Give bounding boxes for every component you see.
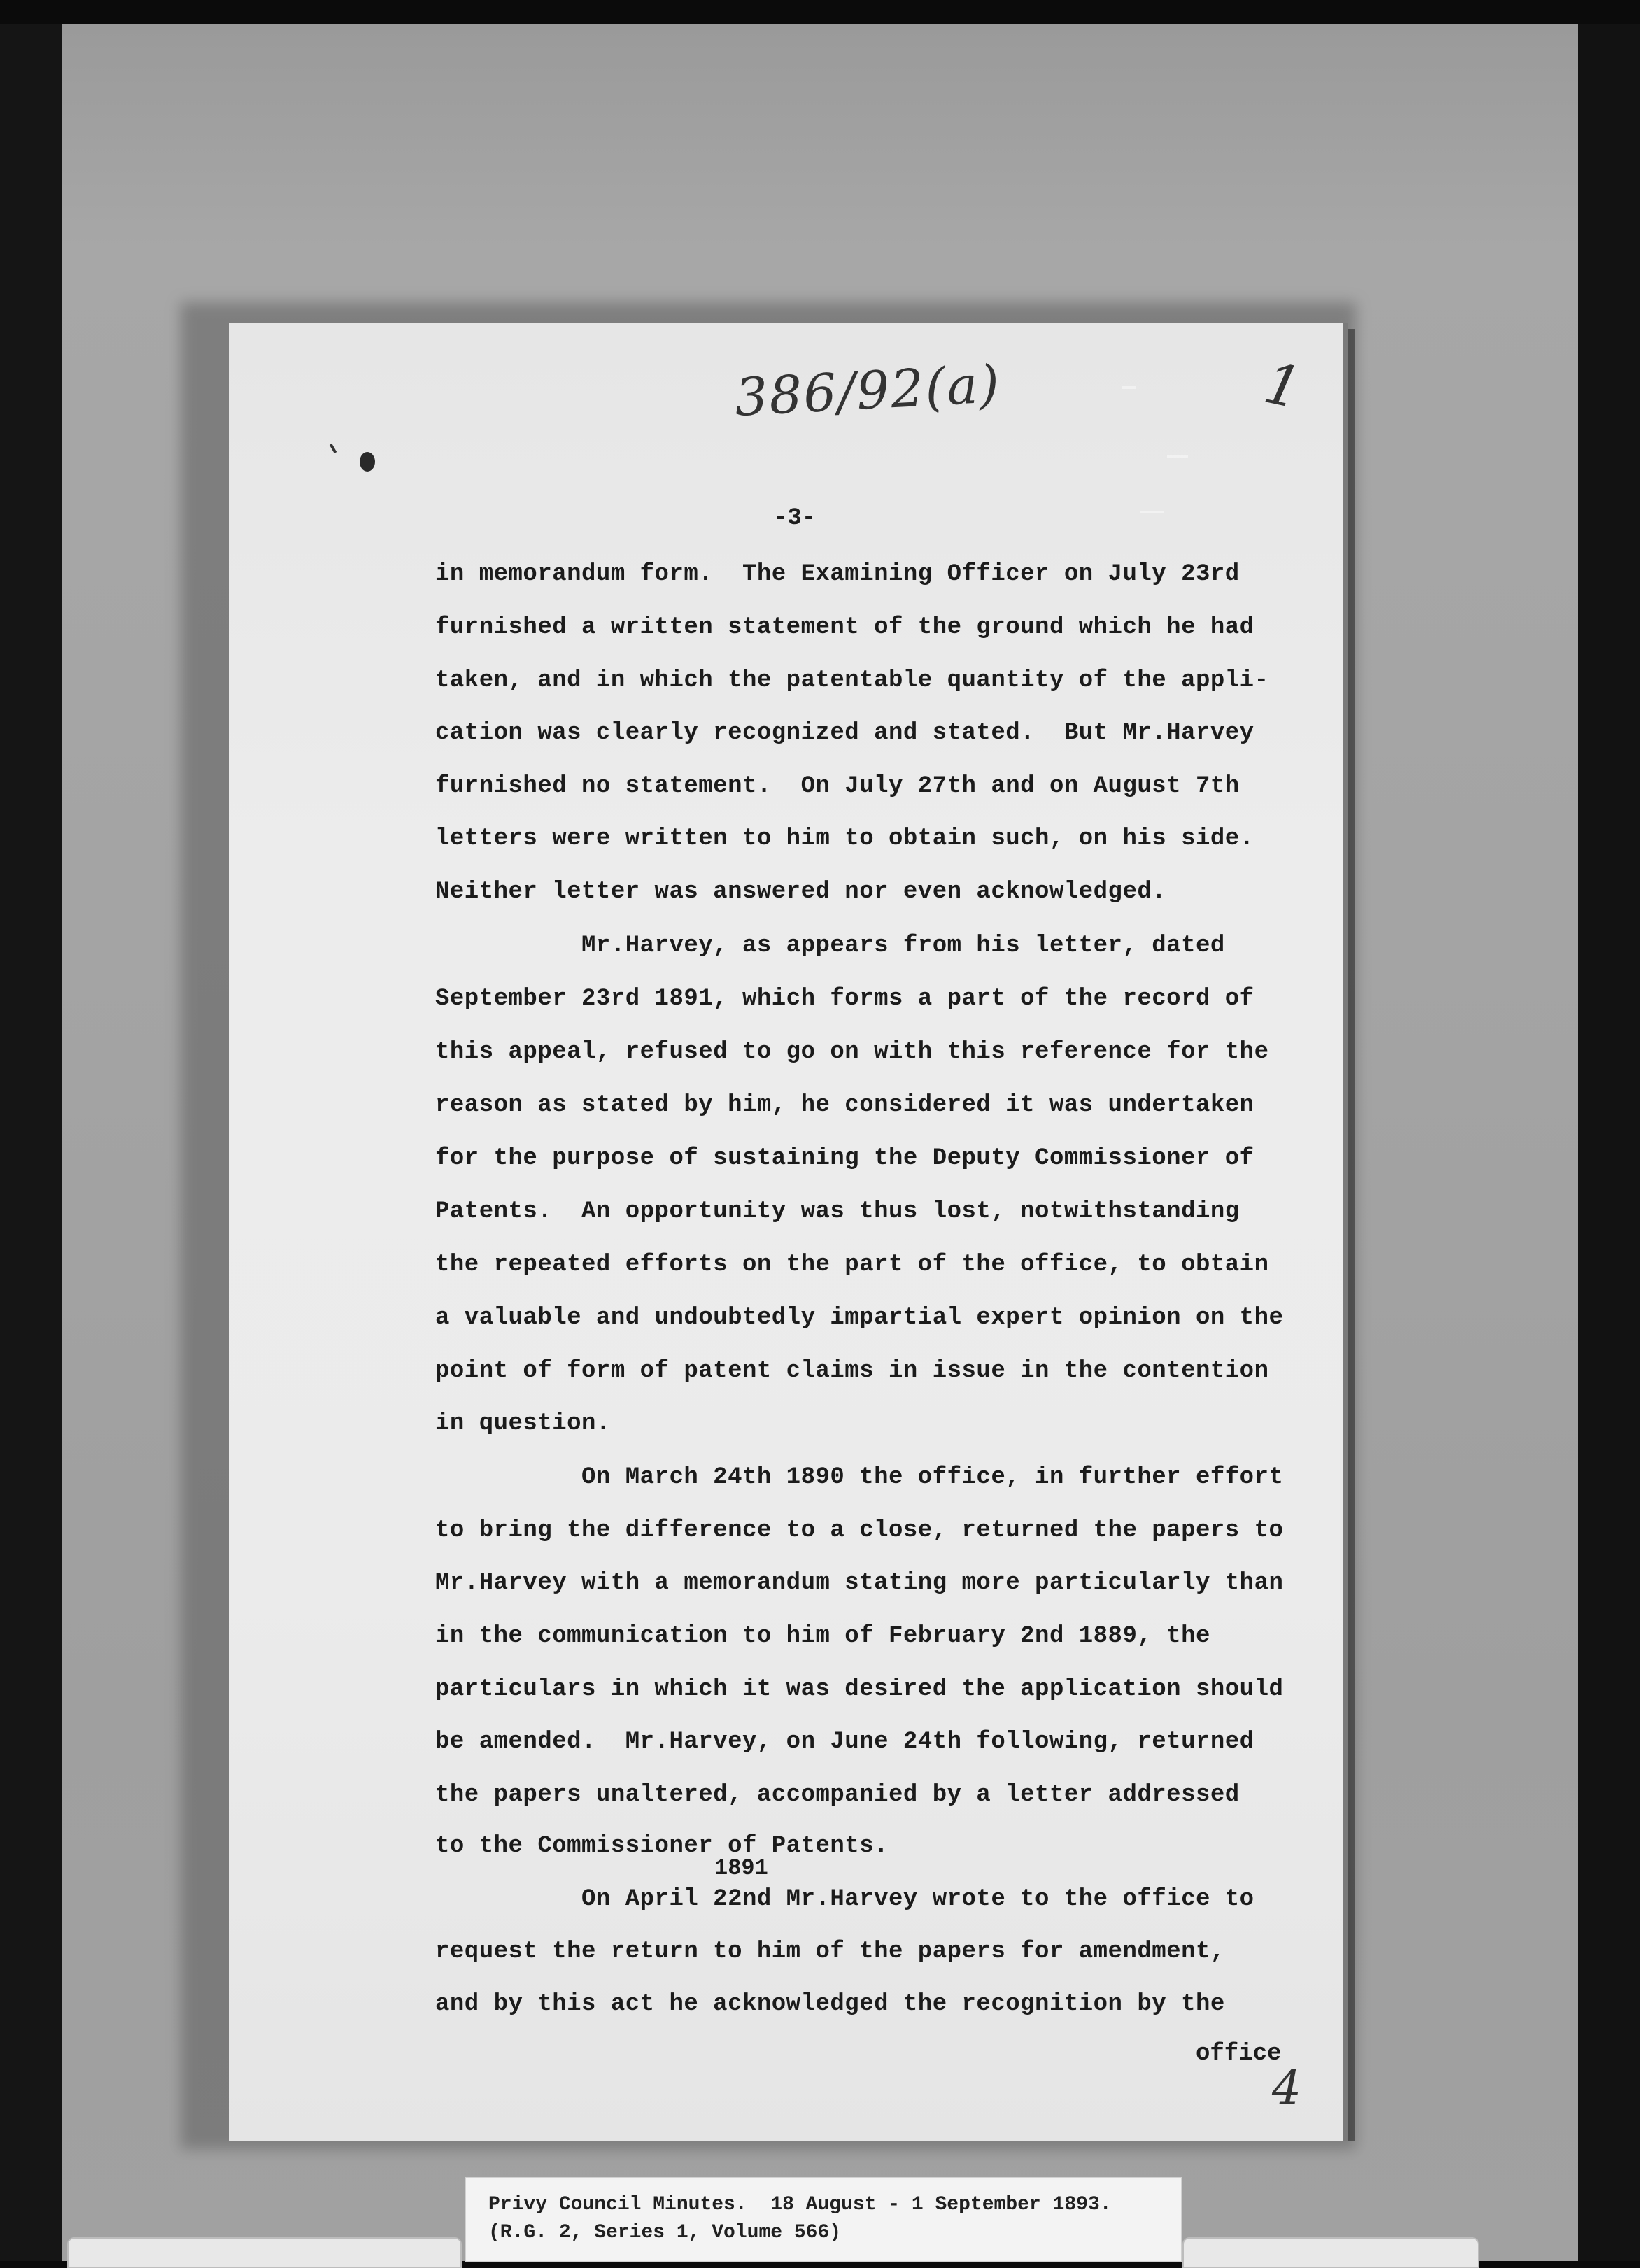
text-line: cation was clearly recognized and stated. But Mr.Harvey [435, 720, 1254, 746]
text-line: the repeated efforts on the part of the office, to obtain [435, 1252, 1269, 1278]
caption-title: Privy Council Minutes. 18 August - 1 September 1893. [488, 2194, 1112, 2216]
handwritten-folio-top: 1 [1258, 350, 1308, 422]
text-line: the papers unaltered, accompanied by a letter addressed [435, 1782, 1240, 1808]
text-line: request the return to him of the papers for amendment, [435, 1939, 1225, 1965]
text-line: reason as stated by him, he considered it was undertaken [435, 1092, 1254, 1119]
text-line: taken, and in which the patentable quantity of the appli- [435, 667, 1269, 694]
text-line: furnished a written statement of the ground which he had [435, 614, 1254, 641]
text-line: this appeal, refused to go on with this reference for the [435, 1039, 1269, 1065]
text-line: letters were written to him to obtain such, on his side. [435, 825, 1254, 852]
text-line: September 23rd 1891, which forms a part of the record of [435, 986, 1254, 1012]
text-line: Patents. An opportunity was thus lost, notwithstanding [435, 1198, 1240, 1225]
margin-mark [1122, 386, 1136, 389]
inserted-year-note: 1891 [714, 1855, 768, 1881]
page-number: -3- [773, 505, 817, 532]
text-line: for the purpose of sustaining the Deputy Commissioner of [435, 1145, 1254, 1172]
text-line: On March 24th 1890 the office, in further effort [435, 1464, 1284, 1491]
film-border-right [1578, 24, 1640, 2261]
ink-blot [360, 452, 375, 472]
text-line: be amended. Mr.Harvey, on June 24th following, returned [435, 1729, 1254, 1755]
film-border-left [0, 24, 62, 2261]
text-line: and by this act he acknowledged the recognition by the [435, 1991, 1225, 2018]
handwritten-reference-number: 386/92(a) [733, 354, 1003, 428]
text-line: in the communication to him of February 2nd 1889, the [435, 1623, 1210, 1650]
text-line: Mr.Harvey, as appears from his letter, dated [435, 933, 1225, 959]
film-strip-tab-left [67, 2237, 462, 2268]
margin-mark [1140, 511, 1164, 513]
archive-caption-label [466, 2178, 1181, 2261]
text-line: in memorandum form. The Examining Officer on July 23rd [435, 561, 1240, 588]
text-line: furnished no statement. On July 27th and on August 7th [435, 773, 1240, 800]
text-line: On April 22nd Mr.Harvey wrote to the office to [435, 1886, 1254, 1913]
handwritten-folio-bottom: 4 [1272, 2061, 1301, 2115]
text-line: to bring the difference to a close, returned the papers to [435, 1517, 1284, 1544]
text-line: particulars in which it was desired the application should [435, 1676, 1284, 1703]
text-line: to the Commissioner of Patents. [435, 1833, 889, 1859]
caption-reference: (R.G. 2, Series 1, Volume 566) [488, 2222, 842, 2244]
text-line: a valuable and undoubtedly impartial expert opinion on the [435, 1305, 1284, 1331]
page-edge [1348, 329, 1355, 2141]
margin-mark [1167, 455, 1188, 458]
film-strip-tab-right [1182, 2237, 1479, 2268]
text-line: in question. [435, 1410, 611, 1437]
text-line: Neither letter was answered nor even acknowledged. [435, 879, 1167, 905]
document-page [229, 323, 1348, 2141]
text-line: Mr.Harvey with a memorandum stating more particularly than [435, 1570, 1284, 1596]
text-line: point of form of patent claims in issue in the contention [435, 1358, 1269, 1384]
catchword: office [1196, 2041, 1282, 2067]
